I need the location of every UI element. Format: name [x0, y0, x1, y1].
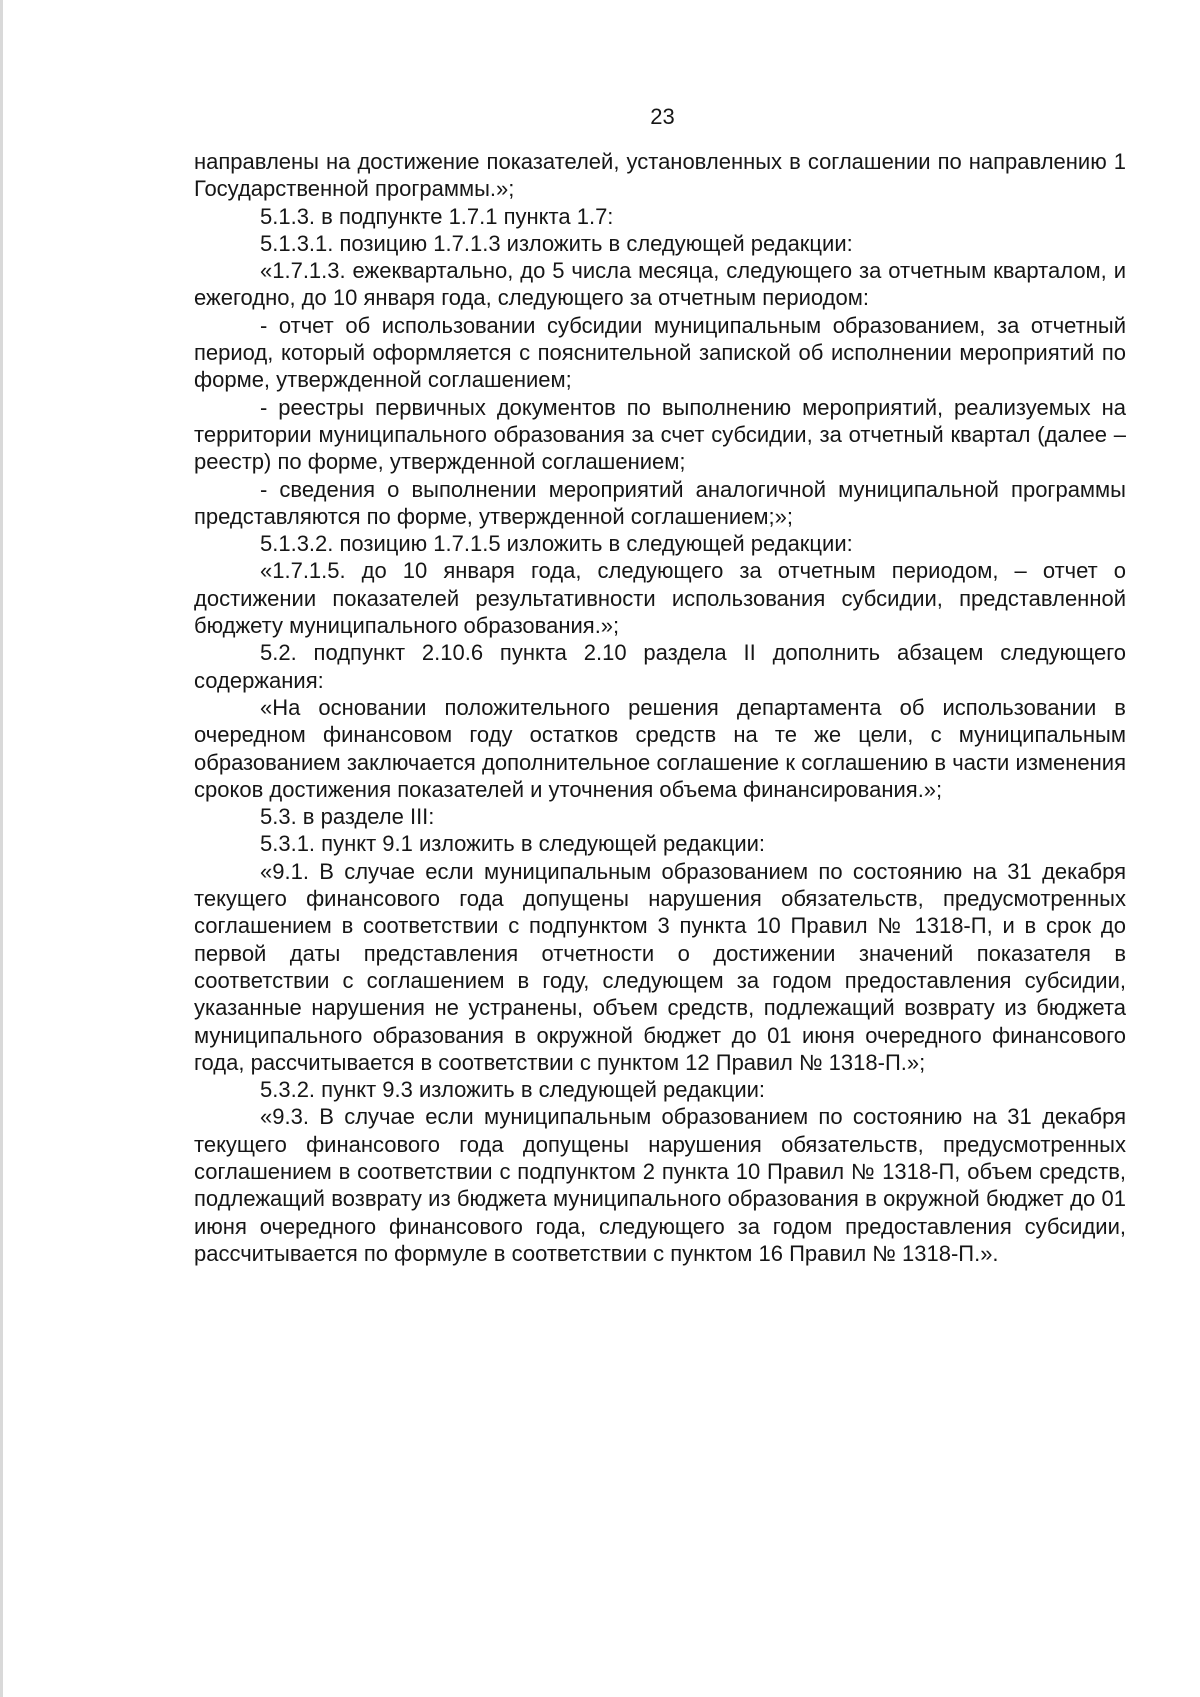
paragraph-1-7-1-5: «1.7.1.5. до 10 января года, следующего за отчетным периодом, – отчет о достижении показателей результативности использования субсидии, представленной бюджету муниципального образования.»;	[194, 558, 1126, 639]
paragraph-5-3-1: 5.3.1. пункт 9.1 изложить в следующей редакции:	[260, 831, 766, 857]
paragraph-5-1-3: 5.1.3. в подпункте 1.7.1 пункта 1.7:	[260, 203, 614, 229]
paragraph-5-3: 5.3. в разделе III:	[260, 804, 435, 830]
paragraph-1-7-1-3: «1.7.1.3. ежеквартально, до 5 числа месяца, следующего за отчетным кварталом, и ежегодно, до 10 января года, следующего за отчетным периодом:	[194, 258, 1126, 311]
paragraph-continuation: направлены на достижение показателей, установленных в соглашении по направлению 1 Государственной программы.»;	[194, 149, 1126, 202]
document-body	[194, 148, 1126, 1267]
paragraph-5-1-3-1: 5.1.3.1. позицию 1.7.1.3 изложить в следующей редакции:	[260, 230, 853, 256]
paragraph-5-3-2: 5.3.2. пункт 9.3 изложить в следующей редакции:	[260, 1077, 766, 1103]
paragraph-additional-agreement: «На основании положительного решения департамента об использовании в очередном финансовом году остатков средств на те же цели, с муниципальным образованием заключается дополнительное соглашение к соглашению в части изменения сроков достижения показателей и уточнения объема финансирования.»;	[194, 694, 1126, 802]
paragraph-5-1-3-2: 5.1.3.2. позицию 1.7.1.5 изложить в следующей редакции:	[260, 531, 853, 557]
paragraph-bullet-report: - отчет об использовании субсидии муниципальным образованием, за отчетный период, который оформляется с пояснительной запиской об исполнении мероприятий по форме, утвержденной соглашением;	[194, 312, 1126, 393]
scan-edge	[0, 0, 3, 1697]
paragraph-9-1: «9.1. В случае если муниципальным образованием по состоянию на 31 декабря текущего финансового года допущены нарушения обязательств, предусмотренных соглашением в соответствии с подпунктом 3 пункта 10 Правил № 1318-П, и в срок до первой даты представления отчетности о достижении значений показателя в соответствии с соглашением в году, следующем за годом предоставления субсидии, указанные нарушения не устранены, объем средств, подлежащий возврату из бюджета муниципального образования в окружной бюджет до 01 июня очередного финансового года, рассчитывается в соответствии с пунктом 12 Правил № 1318-П.»;	[194, 858, 1126, 1075]
paragraph-5-2: 5.2. подпункт 2.10.6 пункта 2.10 раздела II дополнить абзацем следующего содержания:	[194, 640, 1126, 693]
paragraph-bullet-registers: - реестры первичных документов по выполнению мероприятий, реализуемых на территории муниципального образования за счет субсидии, за отчетный квартал (далее – реестр) по форме, утвержденной соглашением;	[194, 394, 1126, 475]
paragraph-9-3: «9.3. В случае если муниципальным образованием по состоянию на 31 декабря текущего финансового года допущены нарушения обязательств, предусмотренных соглашением в соответствии с подпунктом 2 пункта 10 Правил № 1318-П, объем средств, подлежащий возврату из бюджета муниципального образования в окружной бюджет до 01 июня очередного финансового года, следующего за годом предоставления субсидии, рассчитывается по формуле в соответствии с пунктом 16 Правил № 1318-П.».	[194, 1104, 1126, 1266]
paragraph-bullet-information: - сведения о выполнении мероприятий аналогичной муниципальной программы представляются по форме, утвержденной соглашением;»;	[194, 476, 1126, 529]
page-number: 23	[650, 104, 675, 129]
